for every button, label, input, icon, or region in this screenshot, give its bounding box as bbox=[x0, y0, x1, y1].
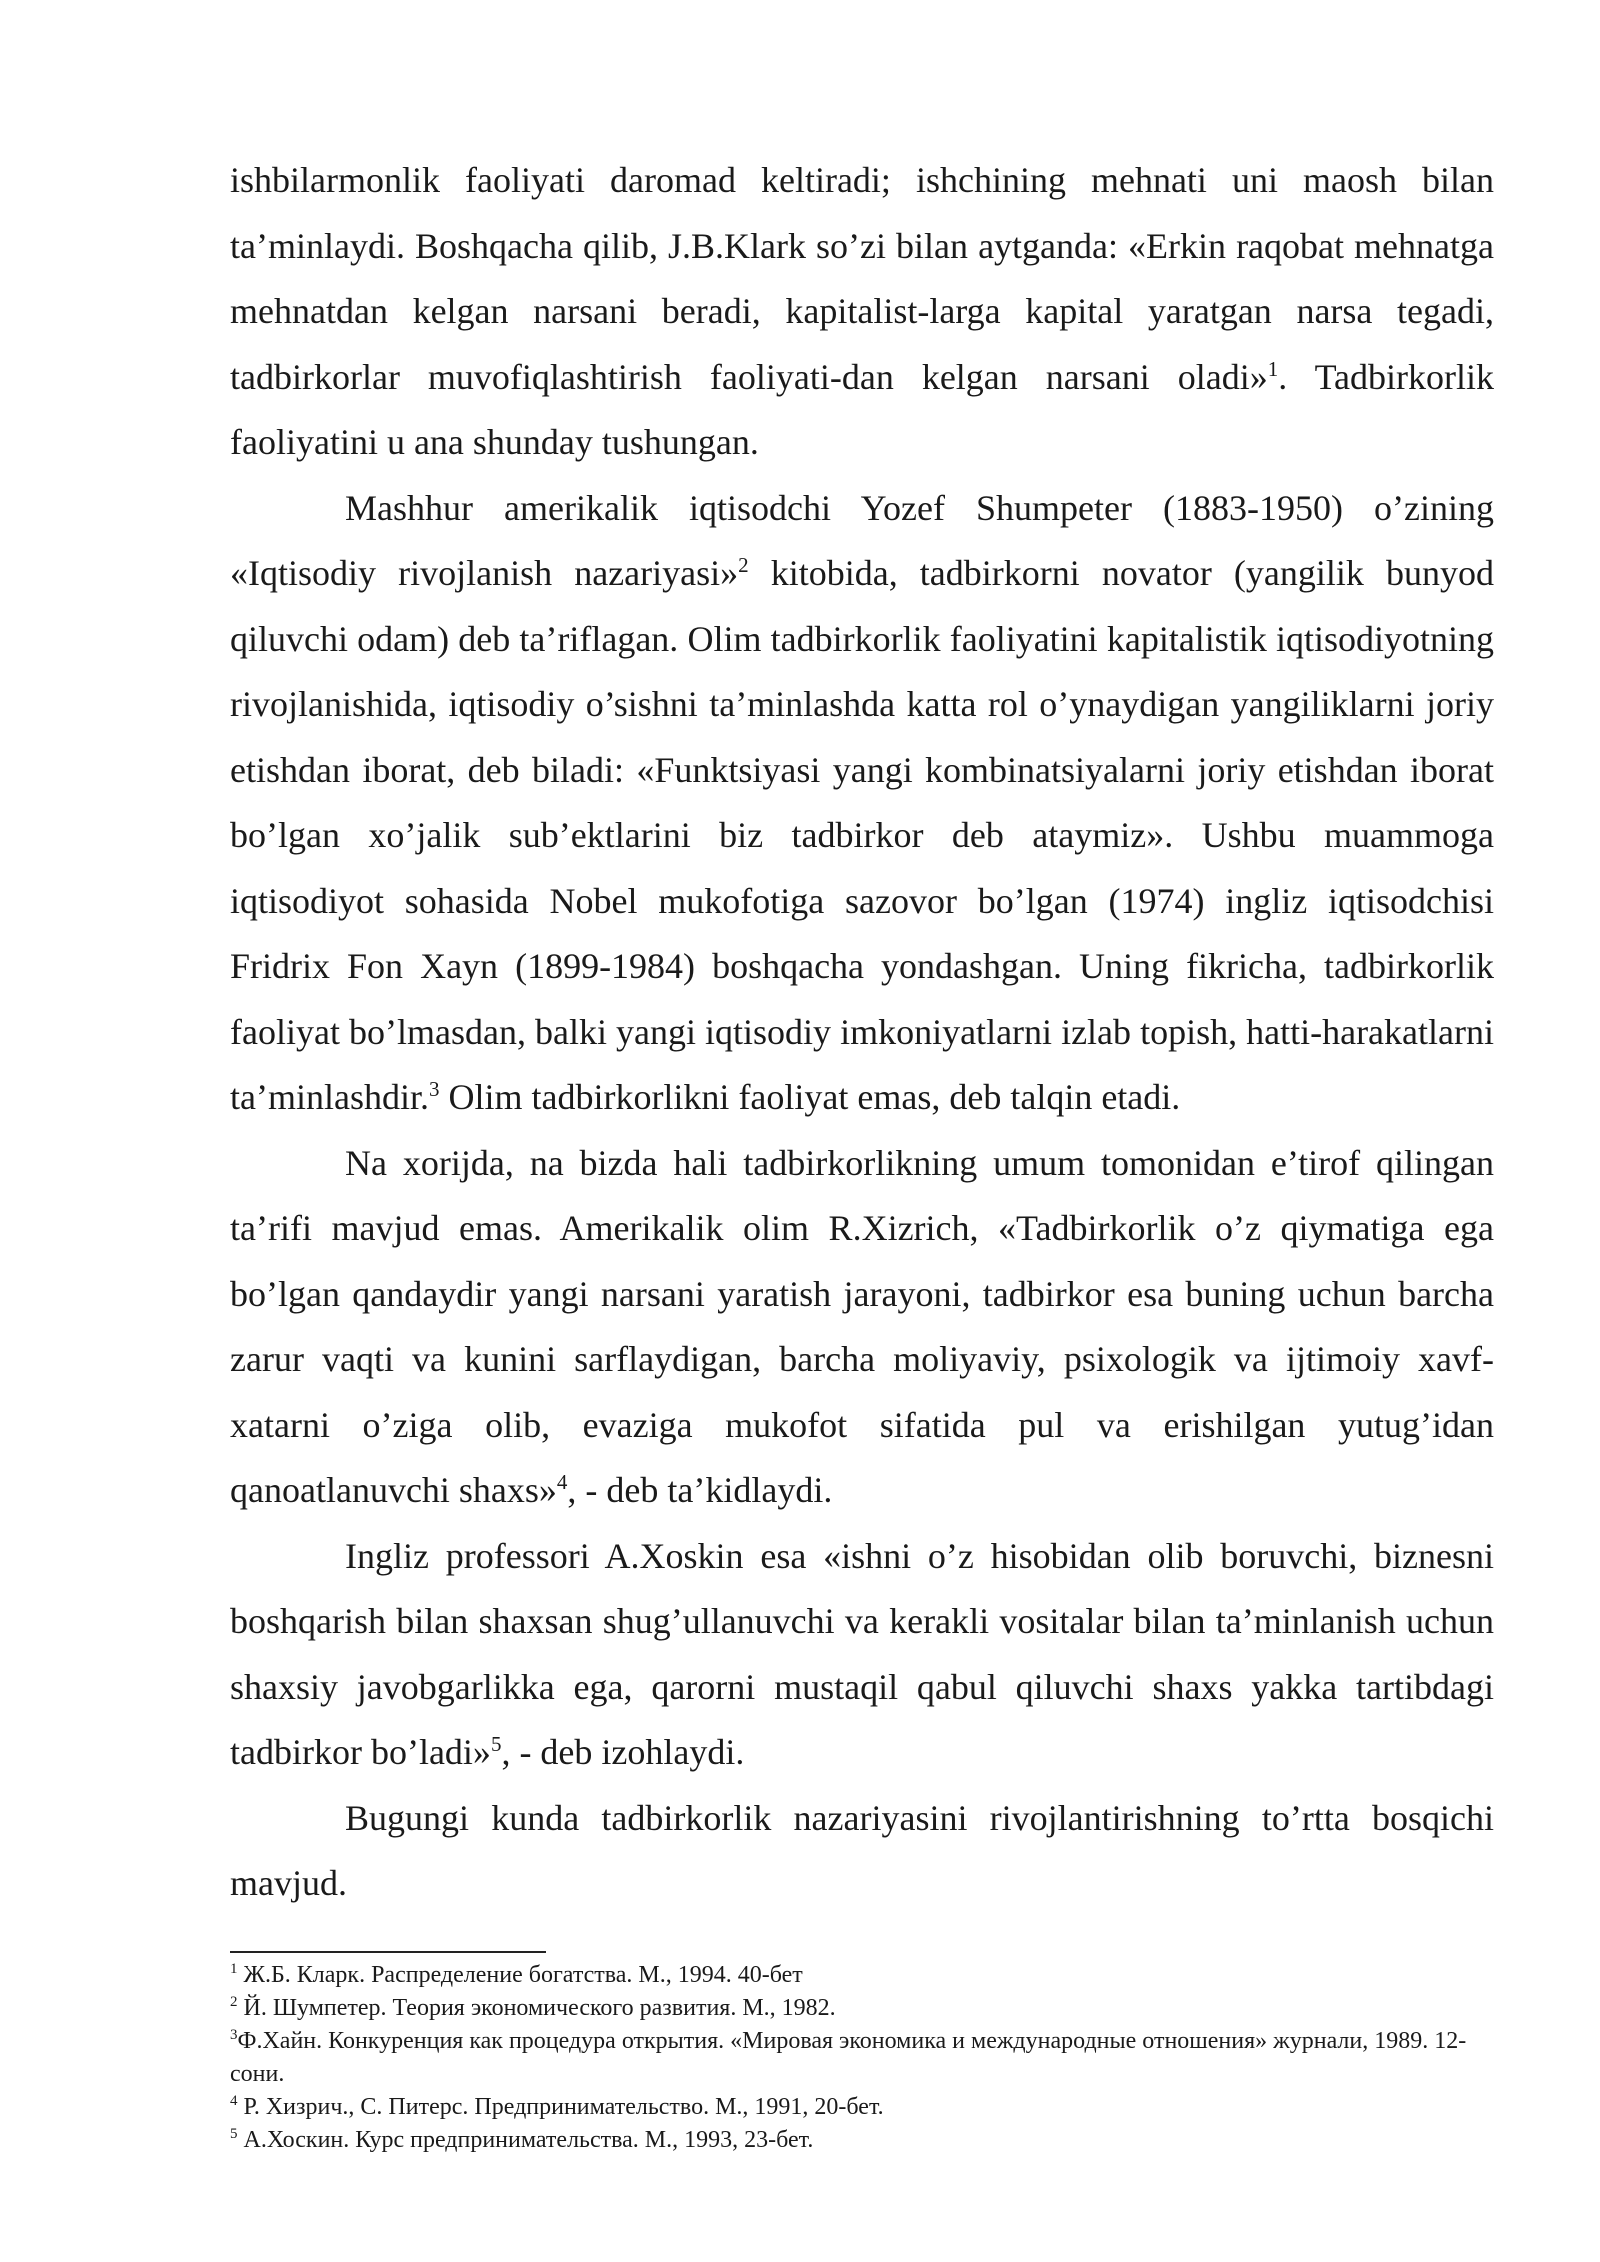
footnote-4: $^4$ Р. Хизрич., С. Питерс. Предпринимательство. М., 1991, 20-бет. bbox=[230, 2092, 884, 2120]
footnote-separator bbox=[230, 1951, 546, 1953]
paragraph-4: Ingliz professori A.Xoskin esa «ishni o’z hisobidan olib boruvchi, biznesni boshqarish bilan shaxsan shug’ullanuvchi va kerakli vositalar bilan ta’minlanish uchun shaxsiy javobgarlikka ega, qarorni mustaqil qabul qiluvchi shaxs yakka tartibdagi tadbirkor bo’ladi»$^5$, - deb izohlaydi. bbox=[230, 1535, 1494, 1772]
footnote-ref-5: 5 bbox=[490, 1732, 502, 1756]
footnote-ref-2: 2 bbox=[738, 553, 749, 577]
document-page bbox=[230, 148, 1494, 2157]
footnote-2: $^2$ Й. Шумпетер. Теория экономического развития. М., 1982. bbox=[230, 1993, 836, 2021]
footnote-5: $^5$ А.Хоскин. Курс предпринимательства. М., 1993, 23-бет. bbox=[230, 2125, 814, 2153]
paragraph-5: Bugungi kunda tadbirkorlik nazariyasini rivojlantirishning to’rtta bosqichi mavjud. bbox=[230, 1797, 1494, 1903]
footnotes bbox=[230, 1959, 1494, 2157]
footnote-ref-1: 1 bbox=[1267, 356, 1279, 381]
footnote-ref-4: 4 bbox=[556, 1470, 568, 1494]
footnote-1: $^1$ Ж.Б. Кларк. Распределение богатства. М., 1994. 40-бет bbox=[230, 1960, 803, 1988]
paragraph-1: ishbilarmonlik faoliyati daromad keltiradi; ishchining mehnati uni maosh bilan ta’minlaydi. Boshqacha qilib, J.B.Klark so’zi bilan aytganda: «Erkin raqobat mehnatga mehnatdan kelgan narsani beradi, kapitalist-larga kapital yaratgan narsa tegadi, tadbirkorlar muvofiqlashtirish faoliyati-dan kelgan narsani oladi»$^1$. Tadbirkorlik faoliyatini u ana shunday tushungan. bbox=[230, 160, 1495, 462]
footnote-ref-3: 3 bbox=[428, 1077, 440, 1101]
footnote-3: $^3$Ф.Хайн. Конкуренция как процедура открытия. «Мировая экономика и международные отношения» журнали, 1989. 12-сони. bbox=[230, 2026, 1467, 2087]
paragraph-2: Mashhur amerikalik iqtisodchi Yozef Shumpeter (1883-1950) o’zining «Iqtisodiy rivojlanish nazariyasi»$^2$ kitobida, tadbirkorni novator (yangilik bunyod qiluvchi odam) deb ta’riflagan. Olim tadbirkorlik faoliyatini kapitalistik iqtisodiyotning rivojlanishida, iqtisodiy o’sishni ta’minlashda katta rol o’ynaydigan yangiliklarni joriy etishdan iborat, deb biladi: «Funktsiyasi yangi kombinatsiyalarni joriy etishdan iborat bo’lgan xo’jalik sub’ektlarini biz tadbirkor deb ataymiz». Ushbu muammoga iqtisodiyot sohasida Nobel mukofotiga sazovor bo’lgan (1974) ingliz iqtisodchisi Fridrix Fon Xayn (1899-1984) boshqacha yondashgan. Uning fikricha, tadbirkorlik faoliyat bo’lmasdan, balki yangi iqtisodiy imkoniyatlarni izlab topish, hatti-harakatlarni ta’minlashdir.$^3$ Olim tadbirkorlikni faoliyat emas, deb talqin etadi. bbox=[230, 487, 1494, 1117]
paragraph-3: Na xorijda, na bizda hali tadbirkorlikning umum tomonidan e’tirof qilingan ta’rifi mavjud emas. Amerikalik olim R.Xizrich, «Tadbirkorlik o’z qiymatiga ega bo’lgan qandaydir yangi narsani yaratish jarayoni, tadbirkor esa buning uchun barcha zarur vaqti va kunini sarflaydigan, barcha moliyaviy, psixologik va ijtimoiy xavf-xatarni o’ziga olib, evaziga mukofot sifatida pul va erishilgan yutug’idan qanoatlanuvchi shaxs»$^4$, - deb ta’kidlaydi. bbox=[230, 1142, 1494, 1510]
